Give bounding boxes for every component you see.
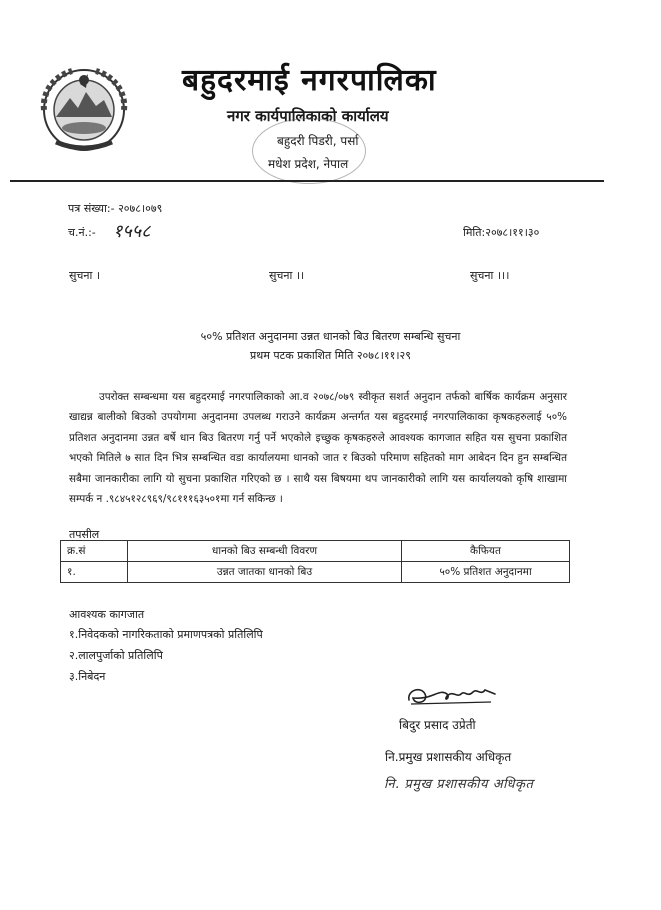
required-docs-title: आवश्यक कागजात bbox=[69, 608, 145, 621]
table-header-cell: कैफियत bbox=[402, 541, 570, 562]
signatory-designation: नि.प्रमुख प्रशासकीय अधिकृत bbox=[385, 750, 512, 764]
publish-date-line: प्रथम पटक प्रकाशित मिति २०७८।११।२९ bbox=[250, 349, 411, 362]
notice-label-3: सुचना ।।। bbox=[470, 269, 510, 282]
office-stamp bbox=[252, 118, 366, 184]
table-cell: ५०% प्रतिशत अनुदानमा bbox=[402, 562, 570, 583]
dispatch-number-label: च.नं.:- bbox=[68, 226, 96, 239]
details-table bbox=[60, 540, 570, 583]
letter-date: मिति:२०७८।११।३० bbox=[463, 226, 540, 239]
details-label: तपसील bbox=[69, 528, 100, 541]
table-header-cell: धानको बिउ सम्बन्धी विवरण bbox=[128, 541, 402, 562]
address-line-2: मधेश प्रदेश, नेपाल bbox=[268, 157, 349, 171]
list-item: १.निवेदकको नागरिकताको प्रमाणपत्रको प्रतिलिपि bbox=[69, 628, 263, 641]
table-row bbox=[61, 562, 570, 583]
notice-label-1: सुचना । bbox=[69, 269, 101, 282]
nepal-emblem-icon bbox=[34, 62, 134, 154]
notice-label-2: सुचना ।। bbox=[269, 269, 305, 282]
notice-body bbox=[69, 387, 567, 509]
header-divider bbox=[10, 180, 604, 182]
designation-stamp: नि. प्रमुख प्रशासकीय अधिकृत bbox=[384, 777, 534, 792]
notice-body-text: उपरोक्त सम्बन्धमा यस बहुदरमाई नगरपालिकाको आ.व २०७८/०७९ स्वीकृत सशर्त अनुदान तर्फको बार्षिक कार्यक्रम अनुसार खाद्यन्न बालीको बिउको उपयोगमा अनुदानमा उपलब्ध गराउने कार्यक्रम अन्तर्गत यस बहुदरमाई नगरपालिकाका कृषकहरुलाई ५०% प्रतिशत अनुदानमा उन्नत बर्षे धान बिउ बितरण गर्नु पर्ने भएकोले इच्छुक कृषकहरुले आवश्यक कागजात सहित यस सुचना प्रकाशित भएको मितिले ७ सात दिन भित्र सम्बन्धित वडा कार्यालयमा धानको जात र बिउको परिमाण सहितको माग आबेदन दिन हुन सम्बन्धित सबैमा जानकारीका लागि यो सुचना प्रकाशित गरिएको छ । साथै यस बिषयमा थप जानकारीको लागि यस कार्यालयको कृषि शाखामा सम्पर्क न .९८४५१२८९६९/९८१११६३५०१मा गर्न सकिन्छ । bbox=[69, 391, 567, 506]
list-item: २.लालपुर्जाको प्रतिलिपि bbox=[69, 649, 163, 662]
dispatch-number-handwritten: १५५८ bbox=[113, 221, 151, 242]
address-line-1: बहुदरी पिडरी, पर्सा bbox=[277, 134, 359, 148]
office-name: नगर कार्यपालिकाको कार्यालय bbox=[227, 107, 389, 125]
signatory-name: बिदुर प्रसाद उप्रेती bbox=[399, 718, 476, 732]
table-header-row bbox=[61, 541, 570, 562]
list-item: ३.निबेदन bbox=[69, 670, 106, 683]
notice-subject: ५०% प्रतिशत अनुदानमा उन्नत धानको बिउ बितरण सम्बन्धि सुचना bbox=[200, 330, 461, 343]
table-cell: उन्नत जातका धानको बिउ bbox=[128, 562, 402, 583]
organization-name: बहुदरमाई नगरपालिका bbox=[182, 63, 437, 98]
letter-number: पत्र संख्या:- २०७८।०७९ bbox=[68, 202, 163, 215]
handwritten-signature bbox=[403, 680, 499, 712]
table-cell: १. bbox=[61, 562, 128, 583]
table-header-cell: क्र.सं bbox=[61, 541, 128, 562]
